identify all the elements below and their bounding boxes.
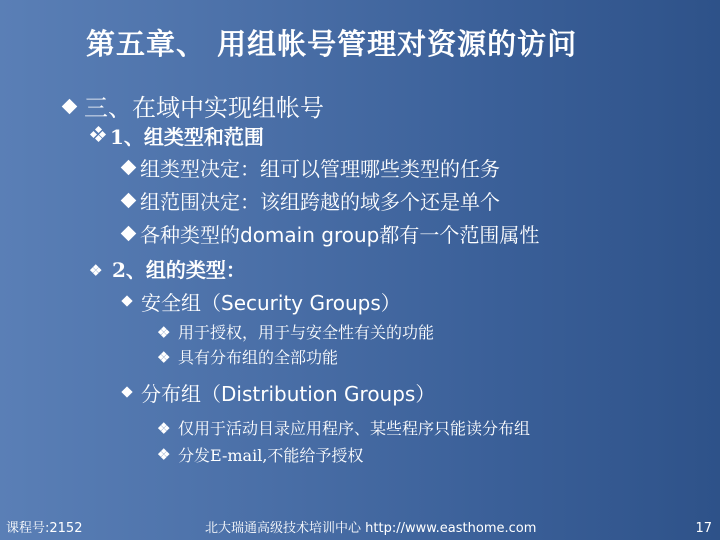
item1-point: 组范围决定：该组跨越的域多个还是单个 (140, 190, 500, 214)
item1-point: 组类型决定：组可以管理哪些类型的任务 (140, 157, 500, 181)
item2-heading: 2、组的类型： (112, 258, 246, 282)
diamond-bullet-icon (121, 386, 132, 397)
footer-center-text: 北大瑞通高级技术培训中心 http://www.easthome.com (205, 521, 537, 536)
four-diamond-bullet-icon (159, 423, 169, 433)
distribution-point: 分发E-mail,不能给予授权 (178, 446, 364, 465)
item1-heading: 1、组类型和范围 (110, 125, 264, 149)
four-diamond-bullet-icon (91, 127, 105, 141)
footer-course-number: 课程号:2152 (6, 521, 83, 536)
diamond-bullet-icon (121, 295, 132, 306)
distribution-point: 仅用于活动目录应用程序、某些程序只能读分布组 (178, 419, 531, 438)
distribution-groups-label: 分布组（Distribution Groups） (141, 382, 436, 406)
section-heading: 三、在域中实现组帐号 (84, 94, 324, 122)
four-diamond-bullet-icon (91, 265, 101, 275)
diamond-bullet-icon (62, 99, 78, 115)
diamond-bullet-icon (121, 160, 137, 176)
four-diamond-bullet-icon (159, 327, 169, 337)
diamond-bullet-icon (121, 226, 137, 242)
four-diamond-bullet-icon (159, 352, 169, 362)
security-point: 具有分布组的全部功能 (178, 348, 339, 367)
four-diamond-bullet-icon (159, 449, 169, 459)
security-point: 用于授权，用于与安全性有关的功能 (178, 323, 435, 342)
diamond-bullet-icon (121, 193, 137, 209)
security-groups-label: 安全组（Security Groups） (141, 291, 401, 315)
item1-point: 各种类型的domain group都有一个范围属性 (140, 223, 540, 247)
slide-title: 第五章、 用组帐号管理对资源的访问 (86, 27, 578, 61)
page-number: 17 (695, 521, 712, 536)
